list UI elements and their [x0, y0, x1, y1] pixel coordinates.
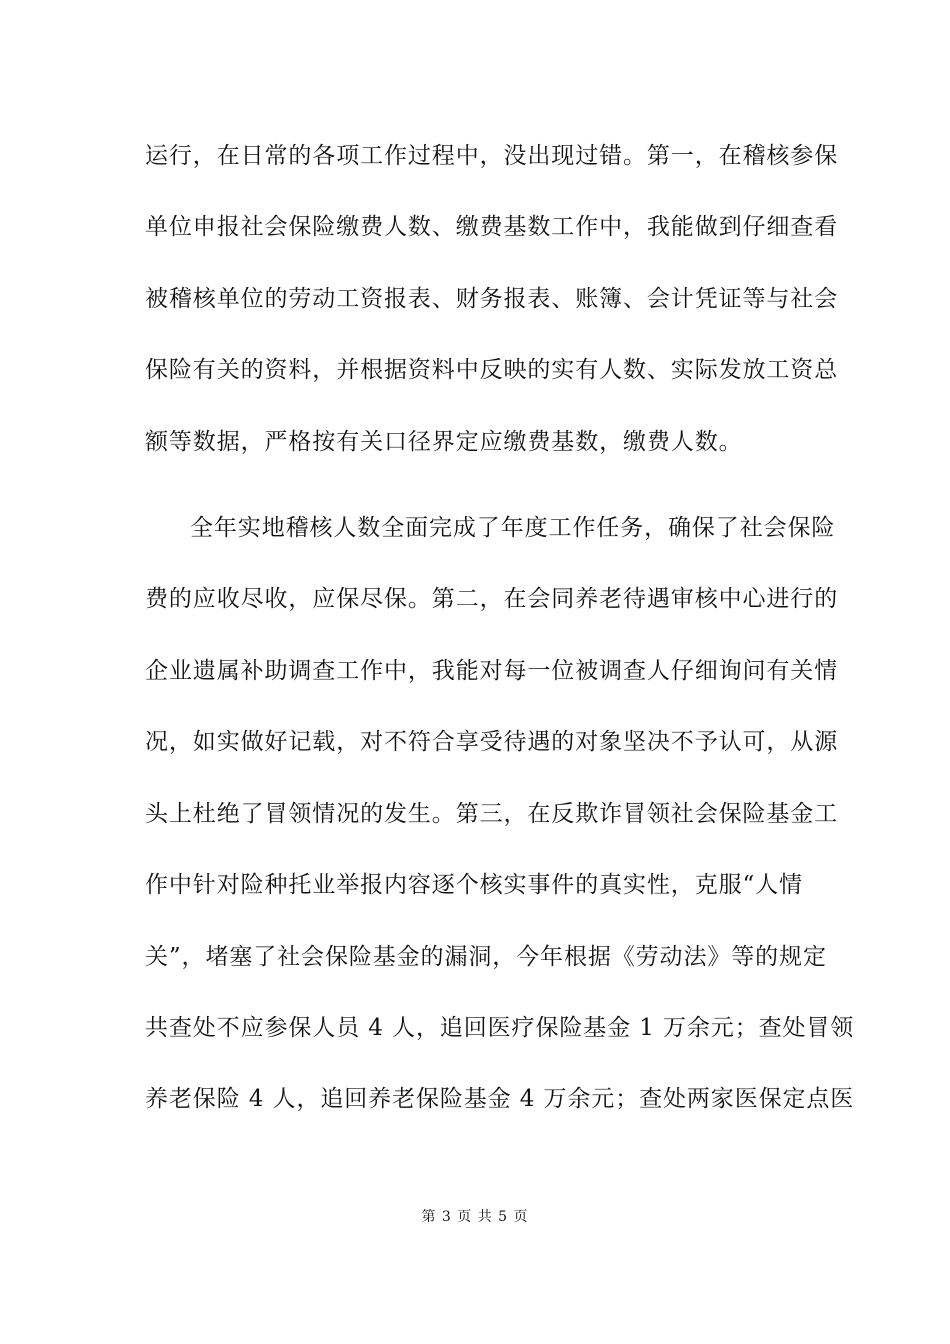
body-line-10: 头上杜绝了冒领情况的发生。第三，在反欺诈冒领社会保险基金工 — [145, 801, 839, 827]
body-line-8: 企业遗属补助调查工作中，我能对每一位被调查人仔细询问有关情 — [145, 658, 839, 684]
body-line-2: 单位申报社会保险缴费人数、缴费基数工作中，我能做到仔细查看 — [145, 214, 839, 240]
body-line-13: 共查处不应参保人员 4 人，追回医疗保险基金 1 万余元；查处冒领 — [145, 1015, 855, 1041]
page-footer: 第 3 页 共 5 页 — [421, 1209, 529, 1225]
body-line-4: 保险有关的资料，并根据资料中反映的实有人数、实际发放工资总 — [145, 357, 839, 383]
paragraph-2-line-1: 全年实地稽核人数全面完成了年度工作任务，确保了社会保险 — [190, 515, 836, 541]
body-line-3: 被稽核单位的劳动工资报表、财务报表、账簿、会计凭证等与社会 — [145, 286, 839, 312]
body-line-9: 况，如实做好记载，对不符合享受待遇的对象坚决不予认可，从源 — [145, 729, 839, 755]
body-line-11: 作中针对险种托业举报内容逐个核实事件的真实性，克服“人情 — [145, 872, 803, 898]
body-line-14: 养老保险 4 人，追回养老保险基金 4 万余元；查处两家医保定点医 — [145, 1086, 855, 1112]
body-line-1: 运行，在日常的各项工作过程中，没出现过错。第一，在稽核参保 — [145, 143, 839, 169]
body-line-7: 费的应收尽收，应保尽保。第二，在会同养老待遇审核中心进行的 — [145, 586, 839, 612]
body-line-12: 关”，堵塞了社会保险基金的漏洞，今年根据《劳动法》等的规定 — [145, 944, 827, 970]
body-line-5: 额等数据，严格按有关口径界定应缴费基数，缴费人数。 — [145, 429, 743, 455]
